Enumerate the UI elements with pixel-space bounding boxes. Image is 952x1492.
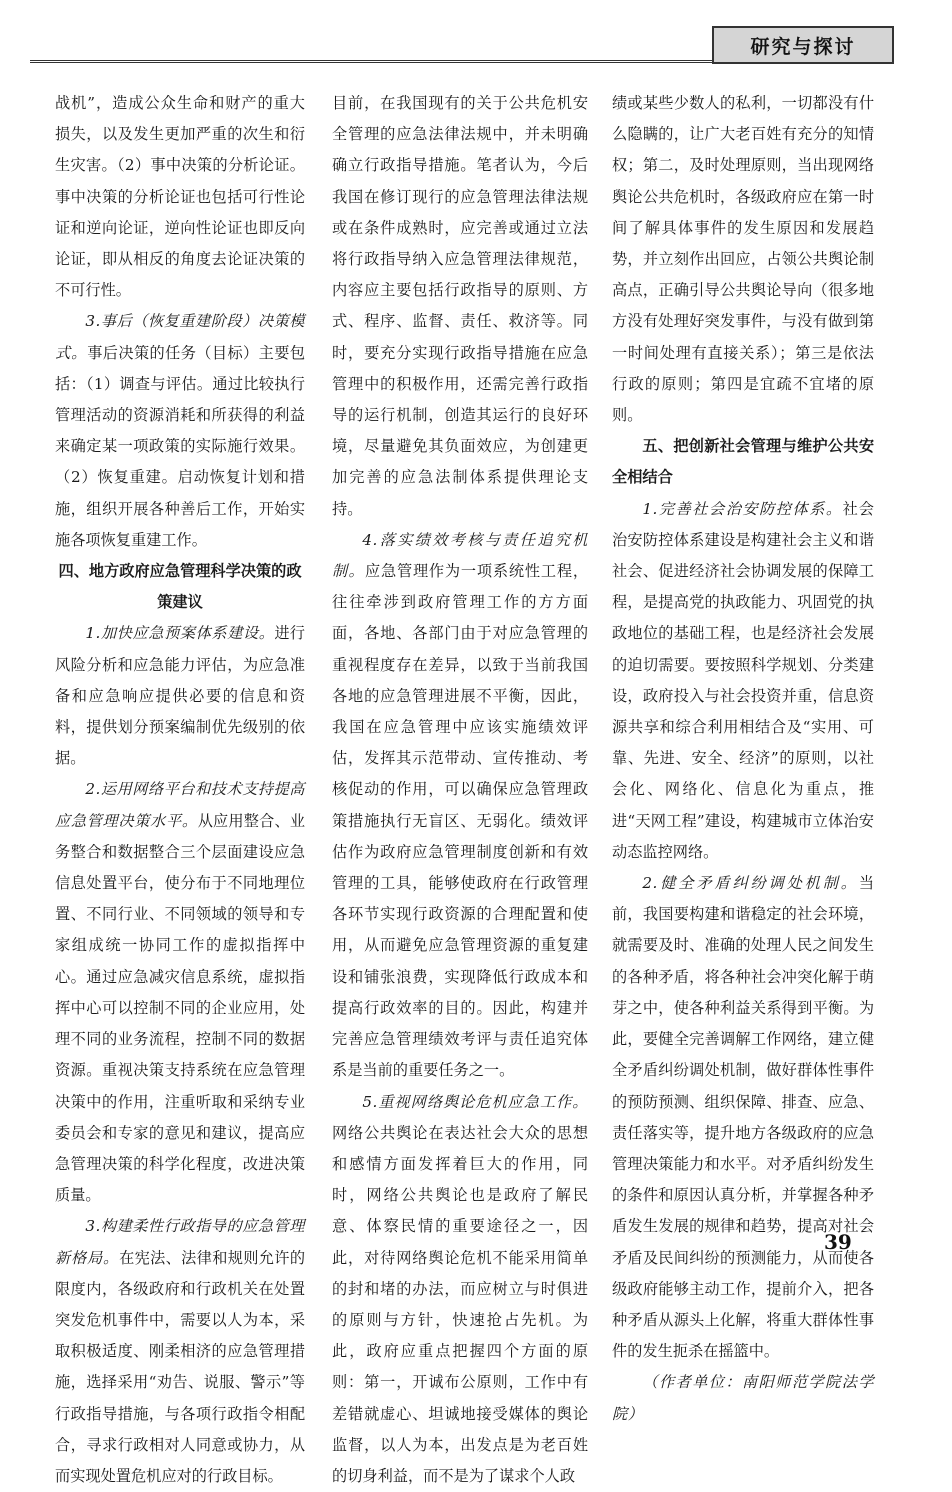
paragraph-text: 事后决策的任务（目标）主要包括：（1）调查与评估。通过比较执行管理活动的资源消耗和所获得的利益来确定某一项政策的实际施行效果。（2）恢复重建。启动恢复计划和措施，组织开展各种善后工作，开始实施各项恢复重建工作。 xyxy=(55,344,305,549)
subheading: 3.构建柔性行政指导的应急管理新格局。 xyxy=(55,1217,305,1266)
column-1 xyxy=(55,88,305,1492)
subheading: 2.运用网络平台和技术支持提高应急管理决策水平。 xyxy=(55,780,305,829)
paragraph xyxy=(332,1087,588,1492)
author-affiliation: （作者单位：南阳师范学院法学院） xyxy=(612,1367,874,1429)
section-heading: 五、把创新社会管理与维护公共安全相结合 xyxy=(612,431,874,493)
subheading: 4.落实绩效考核与责任追究机制。 xyxy=(332,531,588,580)
column-2 xyxy=(332,88,588,1492)
paragraph-text: 社会治安防控体系建设是构建社会主义和谐社会、促进经济社会协调发展的保障工程，是提高党的执政能力、巩固党的执政地位的基础工程，也是经济社会发展的迫切需要。要按照科学规划、分类建设，政府投入与社会投资并重，信息资源共享和综合利用相结合及“实用、可靠、先进、安全、经济”的原则，以社会化、网络化、信息化为重点，推进“天网工程”建设，构建城市立体治安动态监控网络。 xyxy=(612,500,874,861)
header-rule xyxy=(30,60,714,63)
subheading: 1.加快应急预案体系建设。 xyxy=(85,624,274,642)
paragraph-text: 当前，我国要构建和谐稳定的社会环境，就需要及时、准确的处理人民之间发生的各种矛盾，将各种社会冲突化解于萌芽之中，使各种利益关系得到平衡。为此，要健全完善调解工作网络，建立健全矛盾纠纷调处机制，做好群体性事件的预防预测、组织保障、排查、应急、责任落实等，提升地方各级政府的应急管理决策能力和水平。对矛盾纠纷发生的条件和原因认真分析，并掌握各种矛盾发生发展的规律和趋势，提高对社会矛盾及民间纠纷的预测能力，从而使各级政府能够主动工作，提前介入，把各种矛盾从源头上化解，将重大群体性事件的发生扼杀在摇篮中。 xyxy=(612,874,874,1360)
section-tag: 研究与探讨 xyxy=(712,26,894,64)
subheading: 2.健全矛盾纠纷调处机制。 xyxy=(642,874,858,892)
paragraph xyxy=(55,618,305,774)
paragraph xyxy=(55,306,305,556)
column-3 xyxy=(612,88,874,1430)
paragraph-text: 从应用整合、业务整合和数据整合三个层面建设应急信息处置平台，使分布于不同地理位置、不同行业、不同领域的领导和专家组成统一协同工作的虚拟指挥中心。通过应急减灾信息系统，虚拟指挥中心可以控制不同的企业应用，处理不同的业务流程，控制不同的数据资源。重视决策支持系统在应急管理决策中的作用，注重听取和采纳专业委员会和专家的意见和建议，提高应急管理决策的科学化程度，改进决策质量。 xyxy=(55,812,305,1204)
paragraph xyxy=(612,868,874,1367)
paragraph xyxy=(612,494,874,868)
page-number: 39 xyxy=(824,1230,852,1254)
paragraph: 绩或某些少数人的私利，一切都没有什么隐瞒的，让广大老百姓有充分的知情权；第二，及时处理原则，当出现网络舆论公共危机时，各级政府应在第一时间了解具体事件的发生原因和发展趋势，并立刻作出回应，占领公共舆论制高点，正确引导公共舆论导向（很多地方没有处理好突发事件，与没有做到第一时间处理有直接关系）；第三是依法行政的原则；第四是宜疏不宜堵的原则。 xyxy=(612,88,874,431)
subheading: 5.重视网络舆论危机应急工作。 xyxy=(362,1093,588,1111)
section-heading: 四、地方政府应急管理科学决策的政策建议 xyxy=(55,556,305,618)
paragraph xyxy=(332,525,588,1087)
paragraph xyxy=(55,1211,305,1492)
paragraph: 目前，在我国现有的关于公共危机安全管理的应急法律法规中，并未明确确立行政指导措施。笔者认为，今后我国在修订现行的应急管理法律法规或在条件成熟时，应完善或通过立法将行政指导纳入应急管理法律规范，内容应主要包括行政指导的原则、方式、程序、监督、责任、救济等。同时，要充分实现行政指导措施在应急管理中的积极作用，还需完善行政指导的运行机制，创造其运行的良好环境，尽量避免其负面效应，为创建更加完善的应急法制体系提供理论支持。 xyxy=(332,88,588,525)
subheading: 3.事后（恢复重建阶段）决策模式。 xyxy=(55,312,305,361)
paragraph: 战机”，造成公众生命和财产的重大损失，以及发生更加严重的次生和衍生灾害。（2）事中决策的分析论证。事中决策的分析论证也包括可行性论证和逆向论证，逆向性论证也即反向论证，即从相反的角度去论证决策的不可行性。 xyxy=(55,88,305,306)
paragraph-text: 网络公共舆论在表达社会大众的思想和感情方面发挥着巨大的作用，同时，网络公共舆论也是政府了解民意、体察民情的重要途径之一，因此，对待网络舆论危机不能采用简单的封和堵的办法，而应树立与时俱进的原则与方针，快速抢占先机。为此，政府应重点把握四个方面的原则：第一，开诚布公原则，工作中有差错就虚心、坦诚地接受媒体的舆论监督，以人为本，出发点是为老百姓的切身利益，而不是为了谋求个人政 xyxy=(332,1124,588,1485)
paragraph-text: 进行风险分析和应急能力评估，为应急准备和应急响应提供必要的信息和资料，提供划分预案编制优先级别的依据。 xyxy=(55,624,305,767)
paragraph-text: 应急管理作为一项系统性工程，往往牵涉到政府管理工作的方方面面，各地、各部门由于对应急管理的重视程度存在差异，以致于当前我国各地的应急管理进展不平衡，因此，我国在应急管理中应该实施绩效评估，发挥其示范带动、宣传推动、考核促动的作用，可以确保应急管理政策措施执行无盲区、无弱化。绩效评估作为政府应急管理制度创新和有效管理的工具，能够使政府在行政管理各环节实现行政资源的合理配置和使用，从而避免应急管理资源的重复建设和铺张浪费，实现降低行政成本和提高行政效率的目的。因此，构建并完善应急管理绩效考评与责任追究体系是当前的重要任务之一。 xyxy=(332,562,588,1079)
paragraph-text: 在宪法、法律和规则允许的限度内，各级政府和行政机关在处置突发危机事件中，需要以人为本，采取积极适度、刚柔相济的应急管理措施，选择采用“劝告、说服、警示”等行政指导措施，与各项行政指令相配合，寻求行政相对人同意或协力，从而实现处置危机应对的行政目标。 xyxy=(55,1249,305,1485)
subheading: 1.完善社会治安防控体系。 xyxy=(642,500,842,518)
paragraph xyxy=(55,774,305,1211)
